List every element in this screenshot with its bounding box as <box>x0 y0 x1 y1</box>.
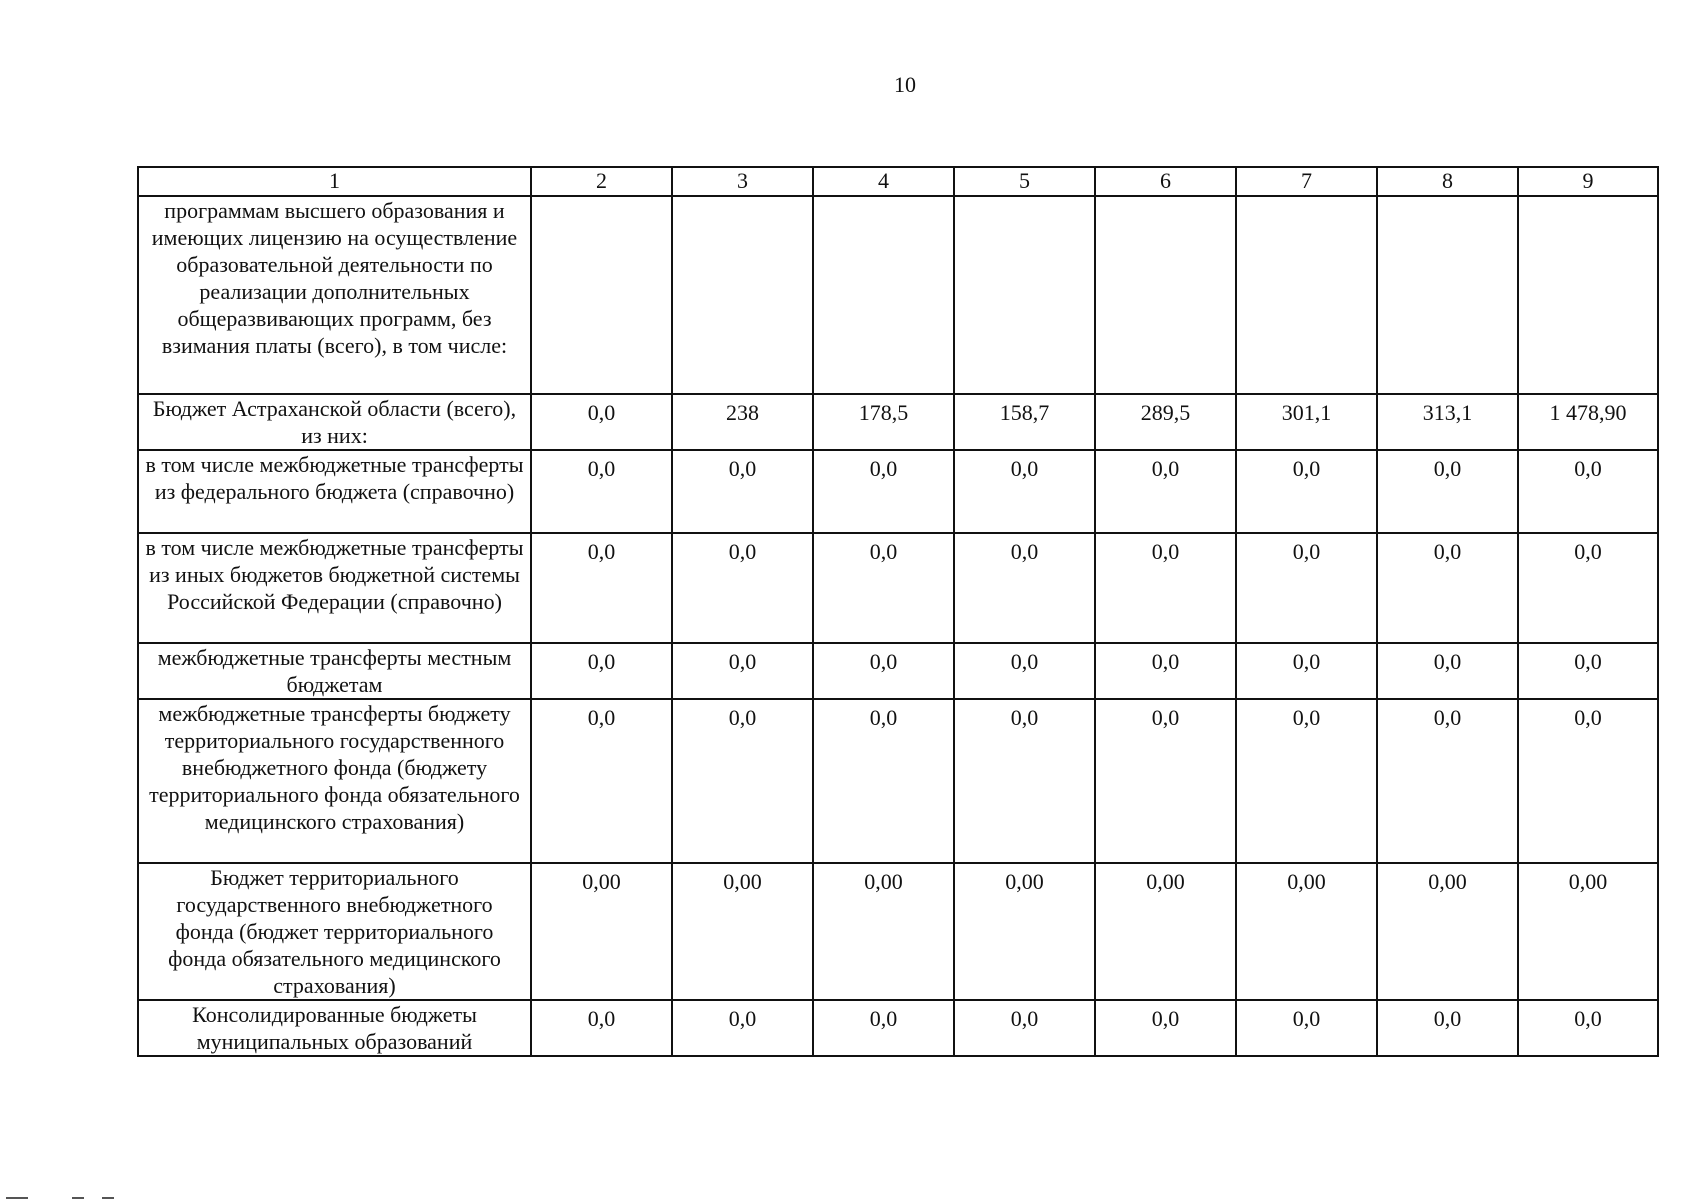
column-header: 7 <box>1236 167 1377 196</box>
table-row <box>138 699 1658 863</box>
table-row <box>138 863 1658 1000</box>
cell-value: 0,00 <box>1377 863 1518 1000</box>
scan-artifact-mark <box>6 1197 28 1199</box>
cell-value: 0,0 <box>672 643 813 699</box>
row-label: Бюджет Астраханской области (всего), из них: <box>138 394 531 450</box>
column-header: 2 <box>531 167 672 196</box>
cell-value: 289,5 <box>1095 394 1236 450</box>
scan-artifact-mark <box>102 1197 114 1199</box>
cell-value: 0,0 <box>1518 643 1658 699</box>
cell-value: 0,0 <box>1518 450 1658 533</box>
cell-value: 1 478,90 <box>1518 394 1658 450</box>
cell-value: 0,0 <box>1095 1000 1236 1056</box>
cell-value: 0,0 <box>1095 643 1236 699</box>
cell-value: 301,1 <box>1236 394 1377 450</box>
budget-table <box>137 166 1659 1057</box>
column-header: 3 <box>672 167 813 196</box>
cell-value <box>1095 196 1236 394</box>
cell-value: 0,0 <box>672 1000 813 1056</box>
cell-value: 0,0 <box>1377 643 1518 699</box>
cell-value: 0,0 <box>1095 533 1236 643</box>
cell-value: 0,0 <box>1236 450 1377 533</box>
cell-value: 0,0 <box>1236 533 1377 643</box>
cell-value: 0,0 <box>1095 450 1236 533</box>
table-row <box>138 450 1658 533</box>
row-label: в том числе межбюджетные трансферты из иных бюджетов бюджетной системы Российской Федерации (справочно) <box>138 533 531 643</box>
cell-value <box>672 196 813 394</box>
table-row <box>138 394 1658 450</box>
cell-value <box>813 196 954 394</box>
cell-value: 0,0 <box>531 394 672 450</box>
cell-value: 0,0 <box>531 643 672 699</box>
column-header: 4 <box>813 167 954 196</box>
column-header: 5 <box>954 167 1095 196</box>
cell-value: 0,0 <box>813 450 954 533</box>
cell-value: 0,00 <box>1236 863 1377 1000</box>
cell-value: 0,0 <box>1236 1000 1377 1056</box>
cell-value: 0,0 <box>1377 1000 1518 1056</box>
cell-value: 0,00 <box>1518 863 1658 1000</box>
cell-value: 313,1 <box>1377 394 1518 450</box>
cell-value: 0,0 <box>1518 699 1658 863</box>
cell-value: 0,0 <box>1518 533 1658 643</box>
cell-value: 158,7 <box>954 394 1095 450</box>
table-row <box>138 196 1658 394</box>
column-header: 8 <box>1377 167 1518 196</box>
cell-value <box>1518 196 1658 394</box>
cell-value: 0,0 <box>1236 643 1377 699</box>
row-label: межбюджетные трансферты местным бюджетам <box>138 643 531 699</box>
cell-value: 0,00 <box>813 863 954 1000</box>
cell-value: 0,0 <box>813 1000 954 1056</box>
cell-value: 0,0 <box>954 699 1095 863</box>
column-header: 9 <box>1518 167 1658 196</box>
cell-value: 0,0 <box>672 699 813 863</box>
cell-value: 0,0 <box>1518 1000 1658 1056</box>
cell-value: 0,0 <box>531 450 672 533</box>
cell-value: 0,0 <box>531 533 672 643</box>
column-header: 1 <box>138 167 531 196</box>
cell-value <box>1236 196 1377 394</box>
cell-value: 0,0 <box>531 1000 672 1056</box>
cell-value: 0,00 <box>1095 863 1236 1000</box>
cell-value: 0,0 <box>813 643 954 699</box>
cell-value: 0,0 <box>954 450 1095 533</box>
cell-value <box>954 196 1095 394</box>
cell-value <box>531 196 672 394</box>
cell-value: 0,0 <box>672 533 813 643</box>
row-label: в том числе межбюджетные трансферты из федерального бюджета (справочно) <box>138 450 531 533</box>
cell-value: 238 <box>672 394 813 450</box>
cell-value: 0,0 <box>1377 450 1518 533</box>
table-row <box>138 533 1658 643</box>
cell-value: 0,0 <box>672 450 813 533</box>
row-label: межбюджетные трансферты бюджету территориального государственного внебюджетного фонда (бюджету территориального фонда обязательного медицинского страхования) <box>138 699 531 863</box>
cell-value: 0,0 <box>1377 699 1518 863</box>
cell-value <box>1377 196 1518 394</box>
cell-value: 0,0 <box>531 699 672 863</box>
cell-value: 0,00 <box>672 863 813 1000</box>
row-label: Консолидированные бюджеты муниципальных образований <box>138 1000 531 1056</box>
cell-value: 0,00 <box>954 863 1095 1000</box>
cell-value: 0,00 <box>531 863 672 1000</box>
column-header: 6 <box>1095 167 1236 196</box>
cell-value: 0,0 <box>1095 699 1236 863</box>
row-label: Бюджет территориального государственного внебюджетного фонда (бюджет территориального фонда обязательного медицинского страхования) <box>138 863 531 1000</box>
page-number: 10 <box>894 72 916 97</box>
cell-value: 0,0 <box>1377 533 1518 643</box>
cell-value: 0,0 <box>954 643 1095 699</box>
cell-value: 0,0 <box>954 1000 1095 1056</box>
cell-value: 0,0 <box>813 533 954 643</box>
column-number-row <box>138 167 1658 196</box>
cell-value: 0,0 <box>813 699 954 863</box>
table-row <box>138 1000 1658 1056</box>
cell-value: 178,5 <box>813 394 954 450</box>
cell-value: 0,0 <box>1236 699 1377 863</box>
scan-artifact-mark <box>72 1197 84 1199</box>
row-label: программам высшего образования и имеющих лицензию на осуществление образовательной деятельности по реализации дополнительных общеразвивающих программ, без взимания платы (всего), в том числе: <box>138 196 531 394</box>
cell-value: 0,0 <box>954 533 1095 643</box>
table-row <box>138 643 1658 699</box>
